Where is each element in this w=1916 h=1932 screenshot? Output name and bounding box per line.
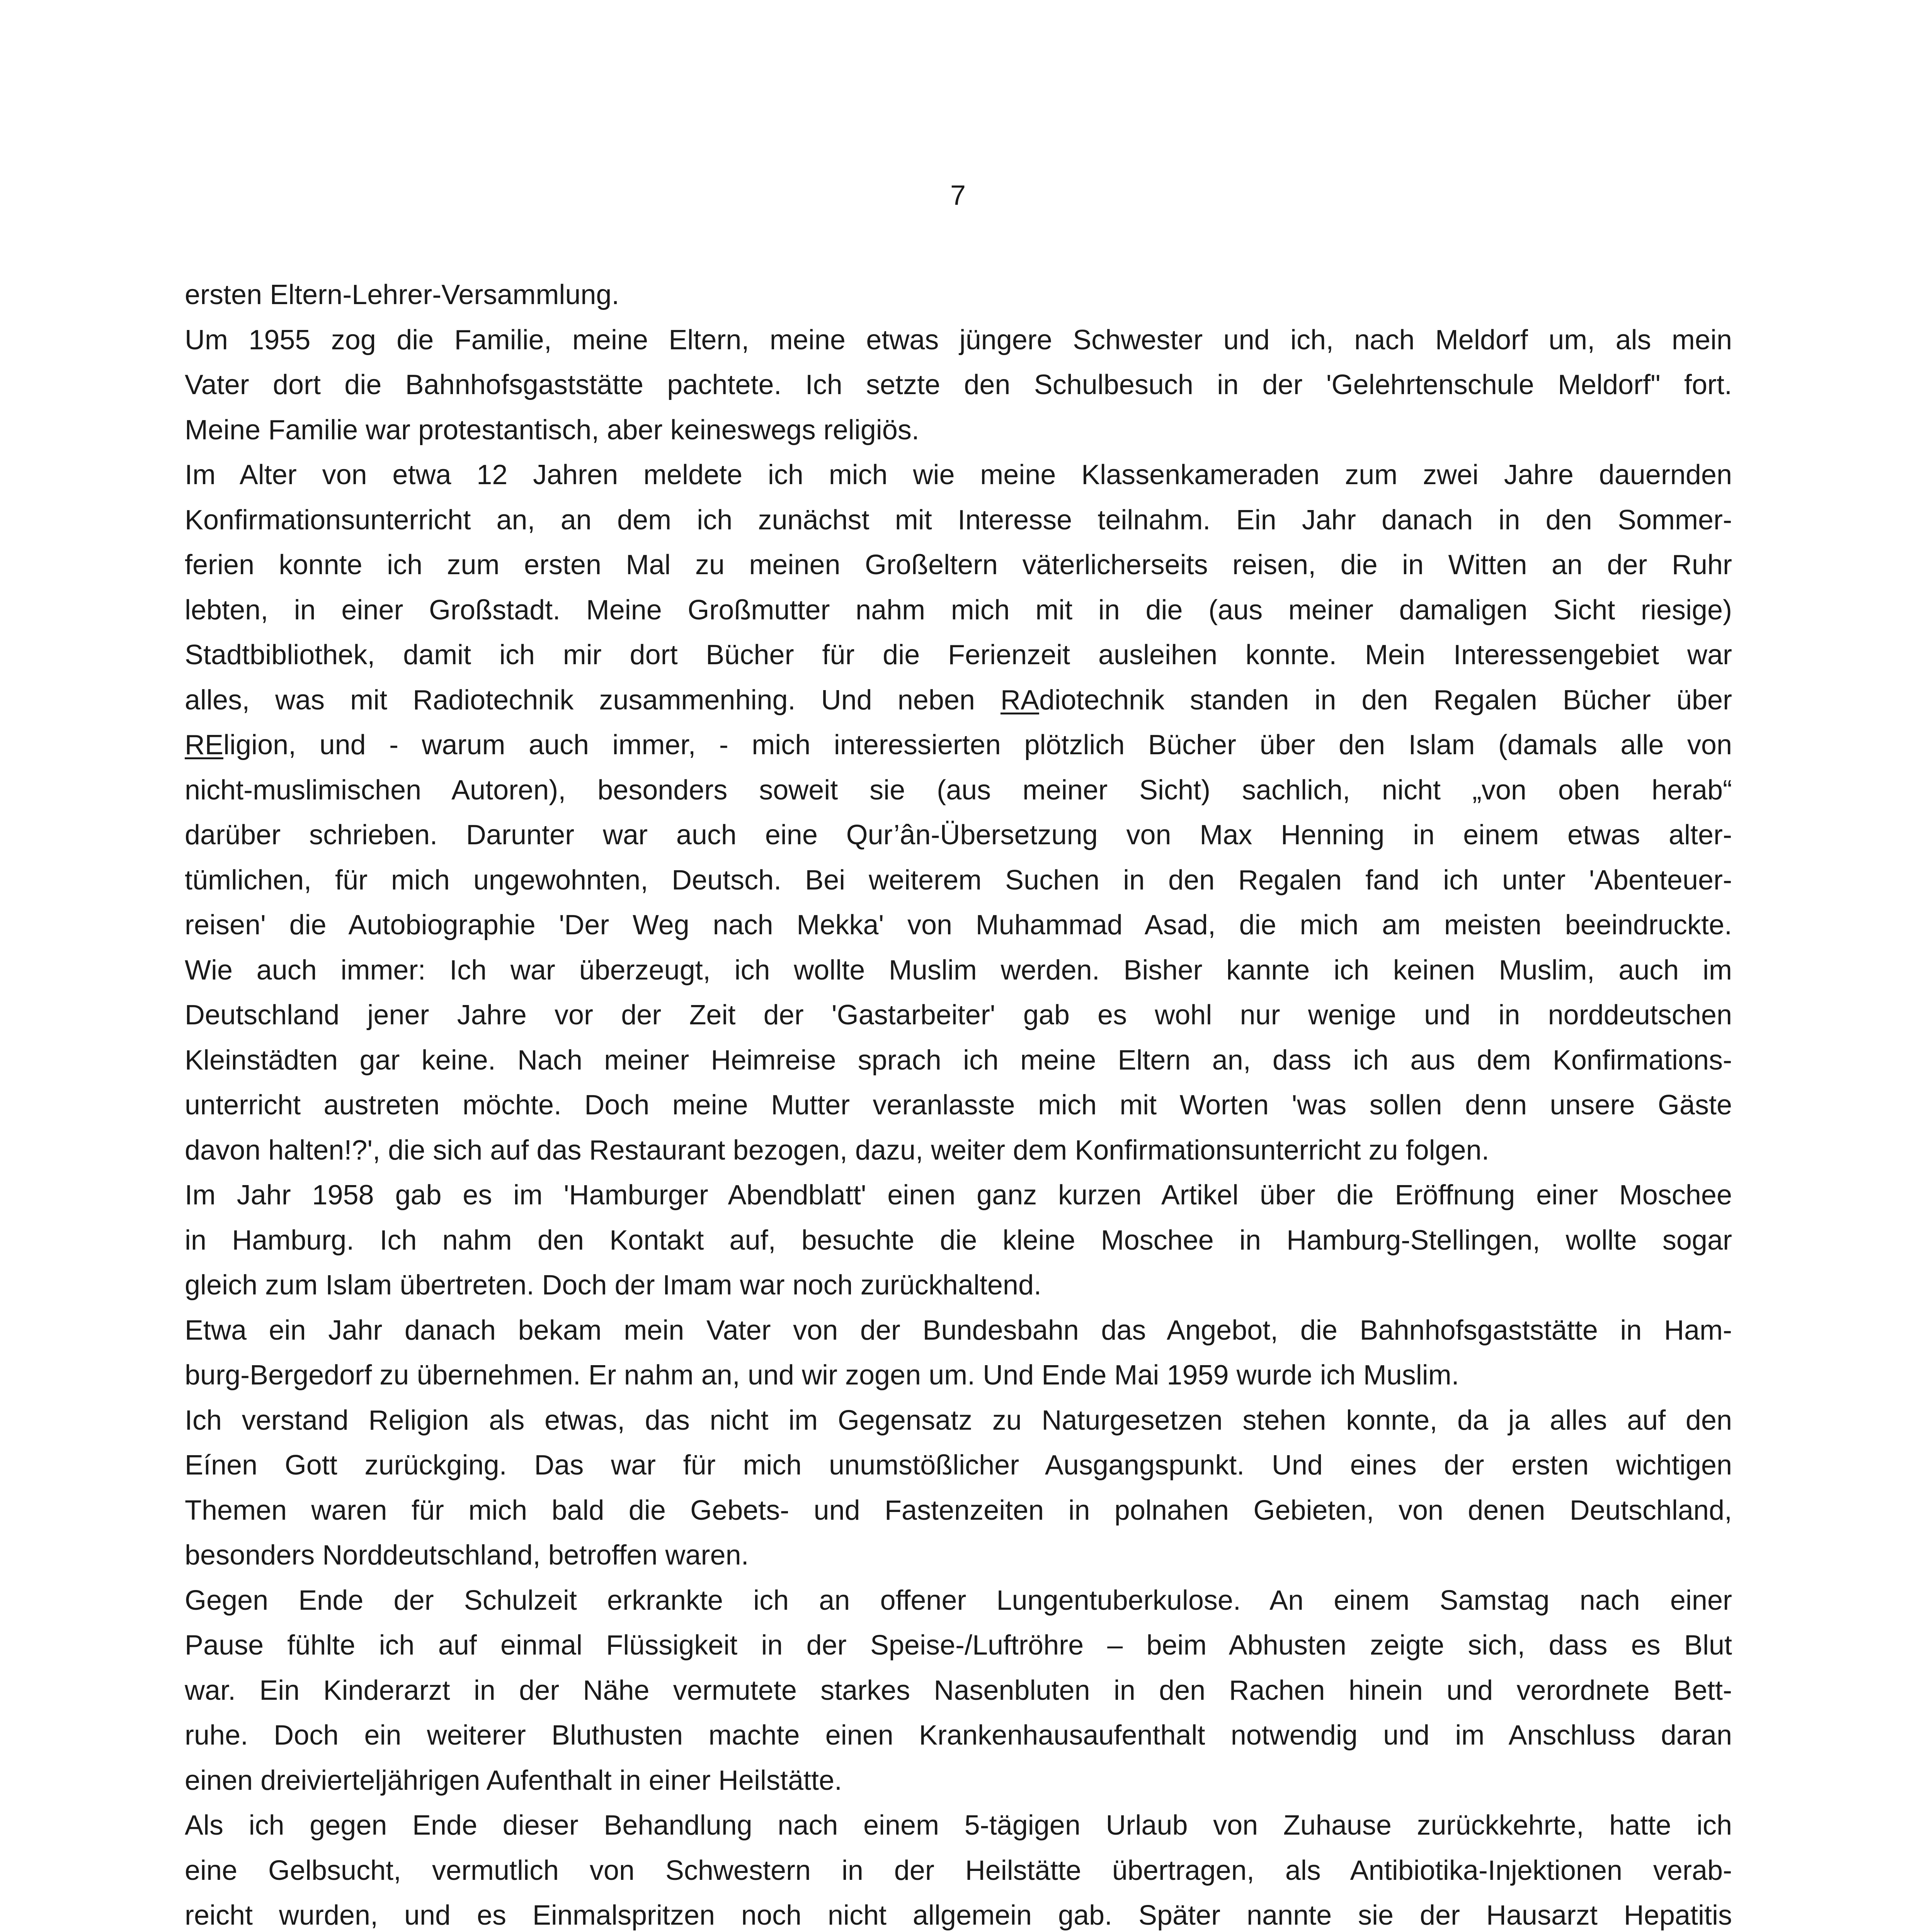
text-line: Konfirmationsunterricht an, an dem ich zunächst mit Interesse teilnahm. Ein Jahr danach in den Sommer-	[185, 504, 1732, 536]
text-line: Wie auch immer: Ich war überzeugt, ich wollte Muslim werden. Bisher kannte ich keinen Muslim, auch im	[185, 954, 1732, 986]
text-line: ersten Eltern-Lehrer-Versammlung.	[185, 279, 619, 310]
text-line: Pause fühlte ich auf einmal Flüssigkeit in der Speise-/Luftröhre – beim Abhusten zeigte sich, dass es Blut	[185, 1630, 1732, 1661]
body-text	[185, 272, 1732, 1932]
text-line: ferien konnte ich zum ersten Mal zu meinen Großeltern väterlicherseits reisen, die in Witten an der Ruhr	[185, 549, 1732, 580]
text-line: Etwa ein Jahr danach bekam mein Vater von der Bundesbahn das Angebot, die Bahnhofsgaststätte in Ham-	[185, 1315, 1732, 1346]
text-line	[185, 723, 1732, 768]
text-line: Gegen Ende der Schulzeit erkrankte ich an offener Lungentuberkulose. An einem Samstag nach einer	[185, 1585, 1732, 1616]
text-segment: diotechnik standen in den Regalen Bücher über	[1039, 684, 1732, 716]
text-line: reisen' die Autobiographie 'Der Weg nach Mekka' von Muhammad Asad, die mich am meisten beeindruckte.	[185, 910, 1732, 940]
text-line: einen dreivierteljährigen Aufenthalt in einer Heilstätte.	[185, 1765, 842, 1796]
text-line: Deutschland jener Jahre vor der Zeit der 'Gastarbeiter' gab es wohl nur wenige und in norddeutschen	[185, 1000, 1732, 1031]
text-line: Um 1955 zog die Familie, meine Eltern, meine etwas jüngere Schwester und ich, nach Meldorf um, als mein	[185, 324, 1732, 355]
text-line: Ich verstand Religion als etwas, das nicht im Gegensatz zu Naturgesetzen stehen konnte, da ja alles auf den	[185, 1405, 1732, 1436]
text-line: besonders Norddeutschland, betroffen waren.	[185, 1540, 749, 1571]
text-line: davon halten!?', die sich auf das Restaurant bezogen, dazu, weiter dem Konfirmationsunterricht zu folgen.	[185, 1134, 1489, 1166]
text-line: Vater dort die Bahnhofsgaststätte pachtete. Ich setzte den Schulbesuch in der 'Gelehrtenschule Meldorf" fort.	[185, 369, 1732, 400]
text-line: unterricht austreten möchte. Doch meine Mutter veranlasste mich mit Worten 'was sollen denn unsere Gäste	[185, 1090, 1732, 1121]
text-line: Stadtbibliothek, damit ich mir dort Bücher für die Ferienzeit ausleihen konnte. Mein Interessengebiet war	[185, 639, 1732, 670]
text-line: gleich zum Islam übertreten. Doch der Imam war noch zurückhaltend.	[185, 1270, 1041, 1301]
text-line: Meine Familie war protestantisch, aber keineswegs religiös.	[185, 414, 919, 446]
text-line: burg-Bergedorf zu übernehmen. Er nahm an, und wir zogen um. Und Ende Mai 1959 wurde ich Muslim.	[185, 1360, 1459, 1391]
text-line: Themen waren für mich bald die Gebets- und Fastenzeiten in polnahen Gebieten, von denen Deutschland,	[185, 1495, 1732, 1526]
underlined-text: RA	[1000, 684, 1039, 716]
text-line: Als ich gegen Ende dieser Behandlung nach einem 5-tägigen Urlaub von Zuhause zurückkehrte, hatte ich	[185, 1810, 1732, 1841]
text-line: ruhe. Doch ein weiterer Bluthusten machte einen Krankenhausaufenthalt notwendig und im Anschluss daran	[185, 1720, 1732, 1751]
text-line: darüber schrieben. Darunter war auch eine Qur’ân-Übersetzung von Max Henning in einem etwas alter-	[185, 820, 1732, 850]
text-line: nicht-muslimischen Autoren), besonders soweit sie (aus meiner Sicht) sachlich, nicht „von oben herab“	[185, 774, 1732, 806]
text-line: in Hamburg. Ich nahm den Kontakt auf, besuchte die kleine Moschee in Hamburg-Stellingen, wollte sogar	[185, 1225, 1732, 1256]
text-line: Eínen Gott zurückging. Das war für mich unumstößlicher Ausgangspunkt. Und eines der ersten wichtigen	[185, 1450, 1732, 1481]
text-line: Im Jahr 1958 gab es im 'Hamburger Abendblatt' einen ganz kurzen Artikel über die Eröffnung einer Moschee	[185, 1180, 1732, 1211]
page-number: 7	[950, 180, 966, 211]
text-line: tümlichen, für mich ungewohnten, Deutsch. Bei weiterem Suchen in den Regalen fand ich unter 'Abenteuer-	[185, 864, 1732, 896]
text-line	[185, 678, 1732, 723]
underlined-text: RE	[185, 730, 224, 760]
text-line: Im Alter von etwa 12 Jahren meldete ich mich wie meine Klassenkameraden zum zwei Jahre dauernden	[185, 459, 1732, 490]
text-line: lebten, in einer Großstadt. Meine Großmutter nahm mich mit in die (aus meiner damaligen Sicht riesige)	[185, 594, 1732, 626]
text-line: eine Gelbsucht, vermutlich von Schwestern in der Heilstätte übertragen, als Antibiotika-Injektionen verab-	[185, 1855, 1732, 1886]
text-segment: ligion, und - warum auch immer, - mich interessierten plötzlich Bücher über den Islam (damals alle von	[223, 730, 1732, 760]
text-line: war. Ein Kinderarzt in der Nähe vermutete starkes Nasenbluten in den Rachen hinein und verordnete Bett-	[185, 1675, 1732, 1706]
text-segment: alles, was mit Radiotechnik zusammenhing. Und neben	[185, 684, 1001, 716]
text-line: reicht wurden, und es Einmalspritzen noch nicht allgemein gab. Später nannte sie der Hausarzt Hepatitis	[185, 1900, 1732, 1931]
text-line: Kleinstädten gar keine. Nach meiner Heimreise sprach ich meine Eltern an, dass ich aus dem Konfirmations-	[185, 1044, 1732, 1076]
